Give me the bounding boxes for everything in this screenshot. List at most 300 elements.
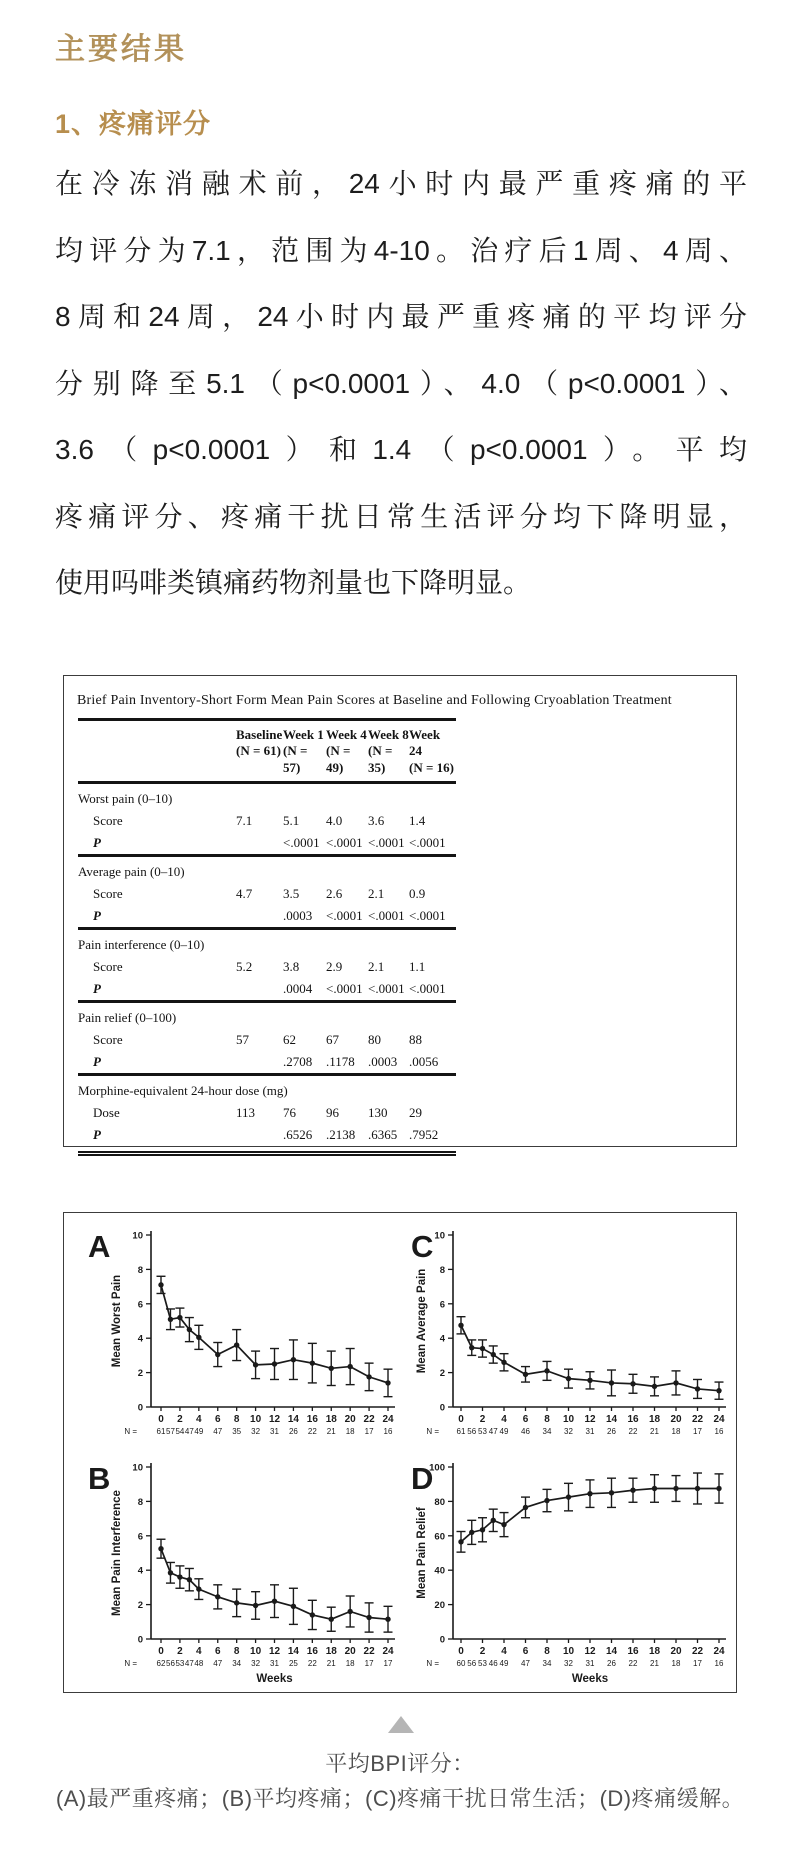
data-point — [652, 1486, 657, 1491]
data-point — [716, 1388, 721, 1393]
x-tick-label: 16 — [306, 1646, 318, 1657]
data-point — [196, 1586, 201, 1591]
table-row: P .0004 <.0001 <.0001 <.0001 — [78, 978, 456, 1002]
y-tick-label: 6 — [137, 1299, 143, 1311]
triangle-up-icon — [388, 1716, 414, 1733]
table-cell: 80 — [368, 1031, 381, 1047]
n-count: 47 — [184, 1427, 194, 1436]
x-tick-label: 2 — [479, 1646, 486, 1657]
x-tick-label: 16 — [306, 1414, 318, 1425]
y-tick-label: 0 — [137, 1402, 143, 1414]
n-count: 31 — [585, 1427, 595, 1436]
x-axis-label: Weeks — [256, 1673, 293, 1685]
x-tick-label: 12 — [584, 1414, 596, 1425]
x-tick-label: 20 — [670, 1414, 682, 1425]
data-point — [168, 1317, 173, 1322]
bpi-table-figure — [63, 675, 737, 1147]
data-point — [310, 1612, 315, 1617]
data-point — [673, 1380, 678, 1385]
table-cell: 76 — [283, 1104, 296, 1120]
table-row: Score 57 62 67 80 88 — [78, 1029, 456, 1051]
paragraph-line: 8周和24周，24小时内最严重疼痛的平均评分 — [55, 301, 747, 332]
n-count: 57 — [166, 1427, 175, 1436]
bpi-table-body — [78, 782, 456, 1153]
column-header: Baseline (N = 61) — [236, 727, 283, 759]
x-tick-label: 0 — [158, 1414, 164, 1425]
table-cell: 113 — [236, 1104, 256, 1120]
data-point — [587, 1491, 592, 1496]
table-cell: <.0001 — [409, 980, 446, 996]
n-count: 47 — [521, 1659, 530, 1668]
n-count: 49 — [499, 1427, 509, 1436]
n-count: 18 — [671, 1427, 681, 1436]
table-cell: 2.1 — [368, 885, 385, 901]
table-section-row: Worst pain (0–10) — [78, 782, 456, 810]
x-tick-label: 2 — [479, 1414, 486, 1425]
data-point — [291, 1604, 296, 1609]
data-point — [544, 1368, 549, 1373]
data-point — [177, 1574, 182, 1579]
table-row: Score 7.1 5.1 4.0 3.6 1.4 — [78, 810, 456, 832]
x-tick-label: 16 — [627, 1414, 639, 1425]
table-cell: 4.7 — [236, 885, 253, 901]
data-point — [501, 1360, 506, 1365]
x-tick-label: 22 — [363, 1646, 375, 1657]
data-point — [168, 1570, 173, 1575]
n-count: 53 — [478, 1427, 487, 1436]
data-point — [609, 1490, 614, 1495]
n-count: 32 — [564, 1659, 573, 1668]
data-point — [215, 1352, 220, 1357]
table-cell — [236, 978, 283, 1002]
table-cell: 29 — [409, 1104, 422, 1120]
table-title: Brief Pain Inventory-Short Form Mean Pain Scores at Baseline and Following Cryoablation Treatment — [77, 693, 672, 708]
n-count: 34 — [232, 1659, 242, 1668]
table-header-row — [78, 720, 456, 783]
x-tick-label: 18 — [325, 1646, 337, 1657]
n-count: 21 — [326, 1659, 336, 1668]
table-cell: <.0001 — [326, 834, 363, 850]
y-tick-label: 6 — [439, 1299, 445, 1311]
paragraph-line: 疼痛评分、疼痛干扰日常生活评分均下降明显， — [55, 500, 747, 532]
table-cell: 3.5 — [283, 885, 300, 901]
n-count: 32 — [251, 1659, 261, 1668]
n-count: 47 — [213, 1427, 223, 1436]
n-count: 32 — [564, 1427, 573, 1436]
y-tick-label: 8 — [137, 1496, 143, 1508]
data-point — [187, 1577, 192, 1582]
table-cell: .0003 — [283, 907, 313, 923]
n-count: 17 — [693, 1659, 702, 1668]
x-tick-label: 6 — [214, 1414, 221, 1425]
table-cell: .6365 — [368, 1124, 409, 1154]
data-point — [523, 1372, 528, 1377]
data-point — [469, 1345, 474, 1350]
table-cell: 130 — [368, 1104, 388, 1120]
data-point — [630, 1381, 635, 1386]
n-count: 47 — [213, 1659, 223, 1668]
x-tick-label: 24 — [713, 1646, 725, 1657]
n-count: 22 — [628, 1427, 638, 1436]
y-tick-label: 20 — [434, 1600, 445, 1612]
x-tick-label: 10 — [562, 1646, 575, 1657]
n-count: 56 — [467, 1427, 477, 1436]
x-tick-label: 6 — [214, 1646, 221, 1657]
data-point — [501, 1522, 506, 1527]
data-point — [253, 1603, 258, 1608]
y-tick-label: 100 — [429, 1462, 445, 1474]
x-tick-label: 20 — [670, 1646, 682, 1657]
bpi-table — [78, 718, 456, 1156]
n-count: 21 — [326, 1427, 336, 1436]
y-axis-label: Mean Pain Interference — [111, 1490, 123, 1616]
x-tick-label: 22 — [363, 1414, 375, 1425]
x-tick-label: 4 — [501, 1646, 507, 1657]
data-point — [480, 1346, 485, 1351]
data-point — [329, 1366, 334, 1371]
table-cell: .0004 — [283, 980, 313, 996]
data-point — [329, 1617, 334, 1622]
table-cell — [236, 832, 283, 856]
y-tick-label: 10 — [434, 1230, 445, 1242]
n-row-label: N = — [124, 1427, 137, 1436]
y-tick-label: 8 — [439, 1264, 445, 1276]
y-tick-label: 40 — [434, 1565, 445, 1577]
table-row: Dose 113 76 96 130 29 — [78, 1102, 456, 1124]
table-row: P <.0001 <.0001 <.0001 <.0001 — [78, 832, 456, 856]
data-point — [458, 1323, 463, 1328]
y-tick-label: 0 — [137, 1634, 143, 1646]
table-cell: 88 — [409, 1031, 422, 1047]
n-count: 17 — [364, 1659, 374, 1668]
chart-panel-b — [64, 1445, 401, 1693]
n-count: 61 — [156, 1427, 166, 1436]
data-point — [366, 1615, 371, 1620]
y-axis-label: Mean Average Pain — [416, 1268, 428, 1374]
n-count: 22 — [307, 1659, 317, 1668]
n-count: 21 — [650, 1427, 659, 1436]
data-point — [272, 1598, 277, 1603]
x-tick-label: 8 — [544, 1646, 550, 1657]
data-point — [673, 1486, 678, 1491]
table-cell: <.0001 — [326, 907, 363, 923]
paragraph-line: 使用吗啡类镇痛药物剂量也下降明显。 — [55, 567, 532, 598]
n-count: 47 — [488, 1427, 498, 1436]
n-count: 46 — [488, 1659, 498, 1668]
table-cell: .7952 — [409, 1124, 456, 1154]
n-count: 48 — [194, 1659, 204, 1668]
bpi-charts-figure — [63, 1212, 737, 1693]
n-count: 17 — [693, 1427, 702, 1436]
n-count: 35 — [232, 1427, 242, 1436]
x-tick-label: 20 — [344, 1414, 356, 1425]
page-title: 主要结果 — [55, 33, 187, 66]
n-count: 47 — [184, 1659, 194, 1668]
chart-panel-c — [401, 1213, 737, 1445]
n-count: 53 — [175, 1659, 185, 1668]
panel-letter: A — [88, 1229, 111, 1264]
data-point — [587, 1378, 592, 1383]
data-point — [272, 1361, 277, 1366]
data-point — [291, 1357, 296, 1362]
x-tick-label: 16 — [627, 1646, 639, 1657]
n-count: 62 — [156, 1659, 166, 1668]
data-point — [566, 1494, 571, 1499]
n-count: 16 — [714, 1427, 724, 1436]
x-tick-label: 0 — [458, 1646, 464, 1657]
table-cell: <.0001 — [409, 907, 446, 923]
n-count: 31 — [585, 1659, 595, 1668]
y-tick-label: 2 — [439, 1368, 445, 1380]
chart-d-svg — [401, 1445, 738, 1693]
data-point — [385, 1380, 390, 1385]
table-section-row: Morphine-equivalent 24-hour dose (mg) — [78, 1074, 456, 1102]
y-tick-label: 10 — [132, 1462, 143, 1474]
y-tick-label: 60 — [434, 1531, 445, 1543]
n-count: 56 — [467, 1659, 477, 1668]
n-count: 31 — [270, 1427, 279, 1436]
n-count: 18 — [345, 1427, 355, 1436]
section-heading-pain-score: 1、疼痛评分 — [55, 109, 212, 139]
table-cell: 62 — [283, 1031, 296, 1047]
n-count: 34 — [542, 1427, 552, 1436]
figure-caption-legend: (A)最严重疼痛；(B)平均疼痛；(C)疼痛干扰日常生活；(D)疼痛缓解。 — [55, 1786, 745, 1811]
n-count: 32 — [251, 1427, 261, 1436]
n-count: 17 — [364, 1427, 374, 1436]
n-count: 56 — [166, 1659, 175, 1668]
data-point — [491, 1352, 496, 1357]
data-point — [158, 1546, 163, 1551]
data-point — [347, 1364, 352, 1369]
n-count: 17 — [383, 1659, 393, 1668]
body-paragraph — [55, 151, 747, 617]
x-tick-label: 24 — [382, 1414, 394, 1425]
data-point — [234, 1600, 239, 1605]
n-count: 22 — [628, 1659, 638, 1668]
table-cell: .1178 — [326, 1053, 355, 1069]
y-tick-label: 4 — [439, 1333, 445, 1345]
n-row-label: N = — [426, 1427, 439, 1436]
table-cell: 96 — [326, 1104, 339, 1120]
n-count: 31 — [270, 1659, 279, 1668]
y-tick-label: 8 — [137, 1264, 143, 1276]
table-row: Score 5.2 3.8 2.9 2.1 1.1 — [78, 956, 456, 978]
n-count: 49 — [194, 1427, 204, 1436]
n-count: 22 — [307, 1427, 317, 1436]
x-tick-label: 0 — [458, 1414, 464, 1425]
x-tick-label: 18 — [648, 1646, 661, 1657]
data-point — [234, 1342, 239, 1347]
x-tick-label: 2 — [177, 1646, 183, 1657]
table-cell: <.0001 — [409, 834, 446, 850]
data-point — [215, 1594, 220, 1599]
chart-b-svg — [64, 1445, 401, 1693]
x-tick-label: 14 — [605, 1646, 618, 1657]
y-tick-label: 80 — [434, 1496, 445, 1508]
x-tick-label: 14 — [287, 1646, 299, 1657]
n-count: 54 — [175, 1427, 185, 1436]
x-tick-label: 12 — [268, 1646, 281, 1657]
data-point — [469, 1530, 474, 1535]
data-point — [609, 1380, 614, 1385]
table-section-row: Average pain (0–10) — [78, 855, 456, 883]
x-tick-label: 10 — [250, 1646, 262, 1657]
data-point — [695, 1486, 700, 1491]
data-point — [187, 1327, 192, 1332]
y-tick-label: 4 — [137, 1565, 143, 1577]
x-tick-label: 24 — [382, 1646, 394, 1657]
data-point — [177, 1315, 182, 1320]
n-row-label: N = — [124, 1659, 137, 1668]
table-cell: <.0001 — [283, 834, 320, 850]
table-cell: 0.9 — [409, 885, 426, 901]
table-cell — [236, 905, 283, 929]
column-header: Week 8 (N = 35) — [368, 727, 409, 775]
x-tick-label: 0 — [158, 1646, 164, 1657]
data-point — [253, 1362, 258, 1367]
table-cell — [236, 1124, 283, 1154]
chart-c-svg — [401, 1213, 738, 1445]
paragraph-line: 分别降至5.1（p<0.0001）、4.0（p<0.0001）、 — [55, 367, 747, 399]
table-cell: <.0001 — [368, 980, 405, 996]
x-tick-label: 6 — [522, 1414, 529, 1425]
x-tick-label: 4 — [501, 1414, 507, 1425]
x-tick-label: 8 — [233, 1646, 240, 1657]
n-count: 21 — [650, 1659, 659, 1668]
x-tick-label: 4 — [196, 1414, 202, 1425]
y-tick-label: 10 — [132, 1230, 143, 1242]
n-count: 16 — [383, 1427, 393, 1436]
n-count: 46 — [521, 1427, 530, 1436]
table-section-row: Pain relief (0–100) — [78, 1001, 456, 1029]
paragraph-line: 均评分为7.1，范围为4-10。治疗后1周、4周、 — [55, 234, 747, 266]
y-tick-label: 0 — [439, 1634, 445, 1646]
data-point — [566, 1376, 571, 1381]
data-point — [716, 1486, 721, 1491]
x-tick-label: 12 — [584, 1646, 596, 1657]
paragraph-line: 3.6（p<0.0001）和1.4（p<0.0001）。平均 — [55, 434, 747, 465]
x-tick-label: 12 — [268, 1414, 281, 1425]
data-point — [480, 1527, 485, 1532]
y-tick-label: 4 — [137, 1333, 143, 1345]
panel-letter: B — [88, 1461, 111, 1496]
data-point — [310, 1360, 315, 1365]
table-cell: 1.1 — [409, 958, 426, 974]
n-count: 53 — [478, 1659, 487, 1668]
data-point — [196, 1335, 201, 1340]
table-cell: 2.9 — [326, 958, 343, 974]
x-axis-label: Weeks — [571, 1673, 609, 1685]
chart-panel-d — [401, 1445, 737, 1693]
n-row-label: N = — [426, 1659, 439, 1668]
data-point — [544, 1498, 549, 1503]
figure-caption-title: 平均BPI评分： — [325, 1751, 475, 1776]
x-tick-label: 8 — [233, 1414, 240, 1425]
table-cell — [236, 1051, 283, 1075]
x-tick-label: 4 — [196, 1646, 202, 1657]
n-count: 34 — [542, 1659, 552, 1668]
column-header: Week 24 (N = 16) — [409, 727, 454, 775]
x-tick-label: 18 — [325, 1414, 337, 1425]
panel-letter: C — [411, 1229, 434, 1264]
y-tick-label: 2 — [137, 1600, 143, 1612]
bpi-table-header — [78, 720, 456, 783]
table-row: P .0003 <.0001 <.0001 <.0001 — [78, 905, 456, 929]
n-count: 49 — [499, 1659, 509, 1668]
table-cell: <.0001 — [368, 907, 405, 923]
column-header: Week 4 (N = 49) — [326, 727, 367, 775]
table-cell: 5.2 — [236, 958, 253, 974]
x-tick-label: 8 — [544, 1414, 550, 1425]
x-tick-label: 6 — [522, 1646, 529, 1657]
data-point — [366, 1374, 371, 1379]
data-point — [630, 1488, 635, 1493]
x-tick-label: 18 — [648, 1414, 661, 1425]
x-tick-label: 14 — [605, 1414, 618, 1425]
data-point — [158, 1282, 163, 1287]
chart-a-svg — [64, 1213, 401, 1445]
table-cell: 57 — [236, 1031, 249, 1047]
x-tick-label: 24 — [713, 1414, 725, 1425]
n-count: 61 — [456, 1427, 466, 1436]
table-cell: <.0001 — [368, 834, 405, 850]
n-count: 25 — [288, 1659, 298, 1668]
n-count: 18 — [345, 1659, 355, 1668]
y-tick-label: 2 — [137, 1368, 143, 1380]
table-cell: 5.1 — [283, 812, 300, 828]
panel-letter: D — [411, 1461, 434, 1496]
data-point — [458, 1539, 463, 1544]
x-tick-label: 14 — [287, 1414, 299, 1425]
column-header: Week 1 (N = 57) — [283, 727, 324, 775]
data-point — [695, 1386, 700, 1391]
table-cell: 4.0 — [326, 812, 343, 828]
data-point — [347, 1609, 352, 1614]
table-cell: .2138 — [326, 1124, 368, 1154]
table-row: P .2708 .1178 .0003 .0056 — [78, 1051, 456, 1075]
table-cell: <.0001 — [326, 980, 363, 996]
paragraph-line: 在冷冻消融术前，24小时内最严重疼痛的平 — [55, 168, 747, 199]
x-tick-label: 10 — [250, 1414, 262, 1425]
x-tick-label: 22 — [691, 1414, 704, 1425]
x-tick-label: 10 — [562, 1414, 575, 1425]
x-tick-label: 20 — [344, 1646, 356, 1657]
chart-panel-a — [64, 1213, 401, 1445]
data-point — [385, 1617, 390, 1622]
y-axis-label: Mean Pain Relief — [416, 1507, 428, 1599]
table-cell: 7.1 — [236, 812, 253, 828]
n-count: 26 — [607, 1427, 616, 1436]
x-tick-label: 22 — [691, 1646, 704, 1657]
table-cell: 3.8 — [283, 958, 300, 974]
table-cell: .0056 — [409, 1053, 439, 1069]
table-row: P .6526 .2138 .6365 .7952 — [78, 1124, 456, 1154]
n-count: 18 — [671, 1659, 681, 1668]
table-cell: 2.1 — [368, 958, 385, 974]
x-tick-label: 2 — [177, 1414, 183, 1425]
table-cell: 1.4 — [409, 812, 426, 828]
data-point — [652, 1384, 657, 1389]
table-row: Score 4.7 3.5 2.6 2.1 0.9 — [78, 883, 456, 905]
n-count: 16 — [714, 1659, 724, 1668]
table-cell: 2.6 — [326, 885, 343, 901]
table-cell: 67 — [326, 1031, 339, 1047]
n-count: 26 — [607, 1659, 616, 1668]
n-count: 26 — [288, 1427, 298, 1436]
y-axis-label: Mean Worst Pain — [111, 1274, 123, 1368]
n-count: 60 — [456, 1659, 466, 1668]
table-cell: 3.6 — [368, 812, 385, 828]
